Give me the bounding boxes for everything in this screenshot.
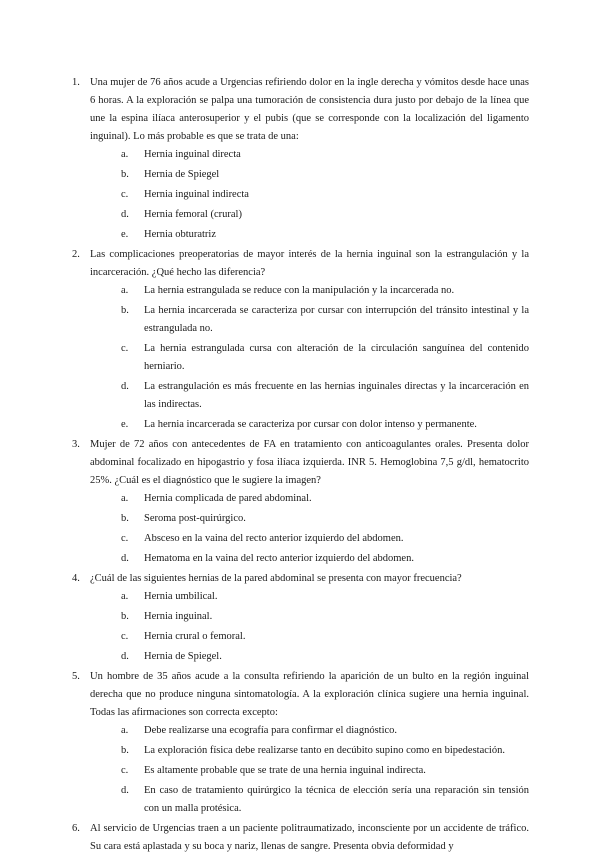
question-item <box>72 570 529 666</box>
question-number: 2. <box>72 249 80 260</box>
option-list <box>90 146 529 244</box>
question-number: 5. <box>72 671 80 682</box>
answer-option <box>121 166 529 184</box>
answer-option <box>121 226 529 244</box>
question-item <box>72 668 529 818</box>
option-letter: c. <box>121 631 129 642</box>
question-text: Un hombre de 35 años acude a la consulta refiriendo la aparición de un bulto en la región inguinal derecha que no produce ninguna sintomatología. A la exploración clínica sugiere una hernia inguinal. Todas las afirmaciones son correcta excepto: <box>90 671 529 718</box>
option-text: La estrangulación es más frecuente en las hernias inguinales directas y la incarceración en las indirectas. <box>144 381 529 410</box>
question-text: Al servicio de Urgencias traen a un paciente politraumatizado, inconsciente por un accidente de tráfico. Su cara está aplastada y su boca y nariz, llenas de sangre. Presenta obvia deformidad y <box>90 823 529 852</box>
answer-option <box>121 206 529 224</box>
option-text: La hernia estrangulada se reduce con la manipulación y la incarcerada no. <box>144 285 455 296</box>
answer-option <box>121 648 529 666</box>
answer-option <box>121 628 529 646</box>
question-text: ¿Cuál de las siguientes hernias de la pared abdominal se presenta con mayor frecuencia? <box>90 573 462 584</box>
option-text: Hernia obturatriz <box>144 229 217 240</box>
option-letter: d. <box>121 381 129 392</box>
option-letter: a. <box>121 149 129 160</box>
option-letter: b. <box>121 745 129 756</box>
option-letter: c. <box>121 533 129 544</box>
option-list <box>90 282 529 434</box>
answer-option <box>121 340 529 376</box>
option-letter: d. <box>121 785 129 796</box>
answer-option <box>121 416 529 434</box>
question-text: Mujer de 72 años con antecedentes de FA en tratamiento con anticoagulantes orales. Presenta dolor abdominal focalizado en hipogastrio y fosa ilíaca izquierda. INR 5. Hemoglobina 7,5 g/dl, hematocrito 25%. ¿Cuál es el diagnóstico que le sugiere la imagen? <box>90 439 529 486</box>
question-number: 6. <box>72 823 80 834</box>
option-text: La exploración física debe realizarse tanto en decúbito supino como en bipedestación. <box>144 745 505 756</box>
option-letter: b. <box>121 611 129 622</box>
answer-option <box>121 550 529 568</box>
option-letter: a. <box>121 591 129 602</box>
question-item <box>72 246 529 434</box>
option-letter: e. <box>121 419 129 430</box>
option-text: Es altamente probable que se trate de una hernia inguinal indirecta. <box>144 765 426 776</box>
option-text: Absceso en la vaina del recto anterior izquierdo del abdomen. <box>144 533 404 544</box>
answer-option <box>121 782 529 818</box>
question-number: 1. <box>72 77 80 88</box>
option-letter: b. <box>121 305 129 316</box>
option-text: Hernia umbilical. <box>144 591 218 602</box>
answer-option <box>121 282 529 300</box>
option-letter: b. <box>121 513 129 524</box>
option-text: La hernia incarcerada se caracteriza por cursar con interrupción del tránsito intestinal y la estrangulada no. <box>144 305 529 334</box>
answer-option <box>121 762 529 780</box>
option-list <box>90 588 529 666</box>
answer-option <box>121 510 529 528</box>
option-list <box>90 722 529 818</box>
answer-option <box>121 722 529 740</box>
option-letter: d. <box>121 209 129 220</box>
answer-option <box>121 378 529 414</box>
option-letter: b. <box>121 169 129 180</box>
option-text: Hernia crural o femoral. <box>144 631 246 642</box>
option-letter: a. <box>121 725 129 736</box>
answer-option <box>121 588 529 606</box>
option-letter: c. <box>121 343 129 354</box>
option-text: La hernia estrangulada cursa con alteración de la circulación sanguínea del contenido herniario. <box>144 343 529 372</box>
option-text: Hernia femoral (crural) <box>144 209 242 220</box>
option-text: Hematoma en la vaina del recto anterior izquierdo del abdomen. <box>144 553 414 564</box>
option-letter: e. <box>121 229 129 240</box>
answer-option <box>121 608 529 626</box>
option-letter: d. <box>121 651 129 662</box>
option-text: La hernia incarcerada se caracteriza por cursar con dolor intenso y permanente. <box>144 419 477 430</box>
option-letter: a. <box>121 285 129 296</box>
option-text: Hernia complicada de pared abdominal. <box>144 493 312 504</box>
answer-option <box>121 530 529 548</box>
answer-option <box>121 742 529 760</box>
option-text: Seroma post-quirúrgico. <box>144 513 246 524</box>
question-item <box>72 820 529 856</box>
question-item <box>72 74 529 244</box>
question-item <box>72 436 529 568</box>
option-list <box>90 490 529 568</box>
option-text: Hernia inguinal. <box>144 611 213 622</box>
option-text: Hernia inguinal indirecta <box>144 189 249 200</box>
option-text: Hernia de Spiegel. <box>144 651 222 662</box>
question-number: 4. <box>72 573 80 584</box>
question-text: Una mujer de 76 años acude a Urgencias refiriendo dolor en la ingle derecha y vómitos desde hace unas 6 horas. A la exploración se palpa una tumoración de consistencia dura justo por debajo de la línea que une la espina ilíaca anterosuperior y el pubis (que se corresponde con la localización del ligamento inguinal). Lo más probable es que se trata de una: <box>90 77 529 142</box>
answer-option <box>121 490 529 508</box>
option-letter: a. <box>121 493 129 504</box>
option-letter: c. <box>121 189 129 200</box>
answer-option <box>121 186 529 204</box>
option-text: Hernia inguinal directa <box>144 149 241 160</box>
option-text: En caso de tratamiento quirúrgico la técnica de elección sería una reparación sin tensión con un malla protésica. <box>144 785 529 814</box>
answer-option <box>121 146 529 164</box>
option-letter: d. <box>121 553 129 564</box>
question-text: Las complicaciones preoperatorias de mayor interés de la hernia inguinal son la estrangulación y la incarceración. ¿Qué hecho las diferencia? <box>90 249 529 278</box>
option-text: Debe realizarse una ecografía para confirmar el diagnóstico. <box>144 725 398 736</box>
question-number: 3. <box>72 439 80 450</box>
answer-option <box>121 302 529 338</box>
option-text: Hernia de Spiegel <box>144 169 220 180</box>
question-list <box>72 74 529 858</box>
option-letter: c. <box>121 765 129 776</box>
